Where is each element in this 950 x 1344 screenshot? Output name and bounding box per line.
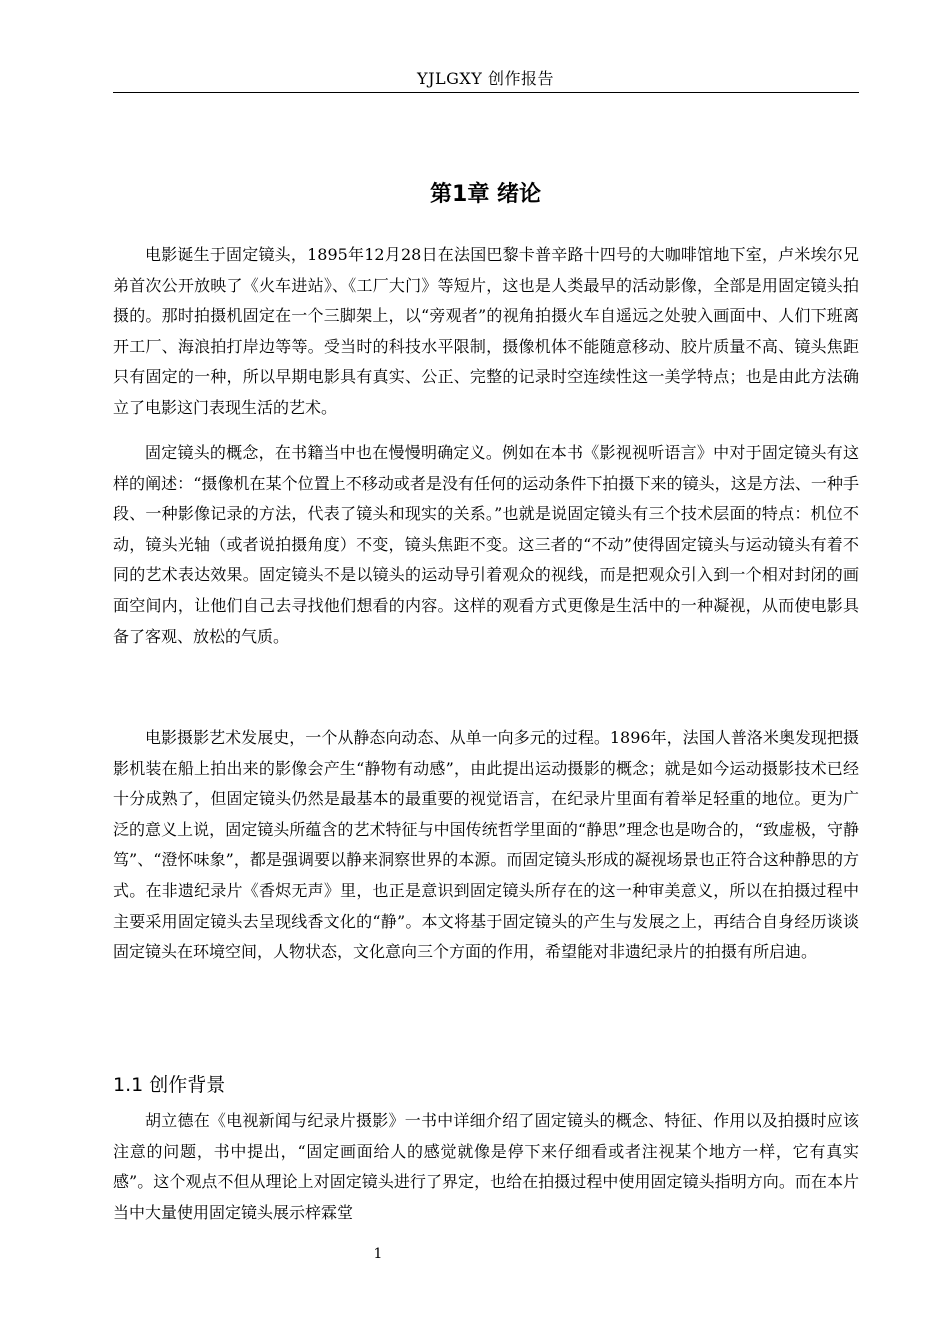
- page-number: 1: [373, 1246, 383, 1262]
- running-header: YJLGXY 创作报告: [417, 69, 554, 88]
- header-rule: [113, 92, 859, 93]
- body-paragraph-2: 固定镜头的概念，在书籍当中也在慢慢明确定义。例如在本书《影视视听语言》中对于固定镜头有这样的阐述：“摄像机在某个位置上不移动或者是没有任何的运动条件下拍摄下来的镜头，这是方法、一种手段、一种影像记录的方法，代表了镜头和现实的关系。”也就是说固定镜头有三个技术层面的特点：机位不动，镜头光轴（或者说拍摄角度）不变，镜头焦距不变。这三者的“不动”使得固定镜头与运动镜头有着不同的艺术表达效果。固定镜头不是以镜头的运动导引着观众的视线，而是把观众引入到一个相对封闭的画面空间内，让他们自己去寻找他们想看的内容。这样的观看方式更像是生活中的一种凝视，从而使电影具备了客观、放松的气质。: [113, 443, 859, 646]
- body-paragraph-1: 电影诞生于固定镜头，1895年12月28日在法国巴黎卡普辛路十四号的大咖啡馆地下室，卢米埃尔兄弟首次公开放映了《火车进站》、《工厂大门》等短片，这也是人类最早的活动影像，全部是用固定镜头拍摄的。那时拍摄机固定在一个三脚架上，以“旁观者”的视角拍摄火车自遥远之处驶入画面中、人们下班离开工厂、海浪拍打岸边等等。受当时的科技水平限制，摄像机体不能随意移动、胶片质量不高、镜头焦距只有固定的一种，所以早期电影具有真实、公正、完整的记录时空连续性这一美学特点；也是由此方法确立了电影这门表现生活的艺术。: [113, 245, 859, 417]
- section-heading: 1.1 创作背景: [113, 1074, 226, 1096]
- section-paragraph: 胡立德在《电视新闻与纪录片摄影》一书中详细介绍了固定镜头的概念、特征、作用以及拍摄时应该注意的问题，书中提出，“固定画面给人的感觉就像是停下来仔细看或者注视某个地方一样，它有真实感”。这个观点不但从理论上对固定镜头进行了界定，也给在拍摄过程中使用固定镜头指明方向。而在本片当中大量使用固定镜头展示梓霖堂: [113, 1111, 859, 1222]
- body-paragraph-3: 电影摄影艺术发展史，一个从静态向动态、从单一向多元的过程。1896年，法国人普洛米奥发现把摄影机装在船上拍出来的影像会产生“静物有动感”，由此提出运动摄影的概念；就是如今运动摄影技术已经十分成熟了，但固定镜头仍然是最基本的最重要的视觉语言，在纪录片里面有着举足轻重的地位。更为广泛的意义上说，固定镜头所蕴含的艺术特征与中国传统哲学里面的“静思”理念也是吻合的，“致虚极，守静笃”、“澄怀味象”，都是强调要以静来洞察世界的本源。而固定镜头形成的凝视场景也正符合这种静思的方式。在非遗纪录片《香烬无声》里，也正是意识到固定镜头所存在的这一种审美意义，所以在拍摄过程中主要采用固定镜头去呈现线香文化的“静”。本文将基于固定镜头的产生与发展之上，再结合自身经历谈谈固定镜头在环境空间，人物状态，文化意向三个方面的作用，希望能对非遗纪录片的拍摄有所启迪。: [113, 728, 859, 962]
- chapter-title: 第1章 绪论: [430, 182, 541, 207]
